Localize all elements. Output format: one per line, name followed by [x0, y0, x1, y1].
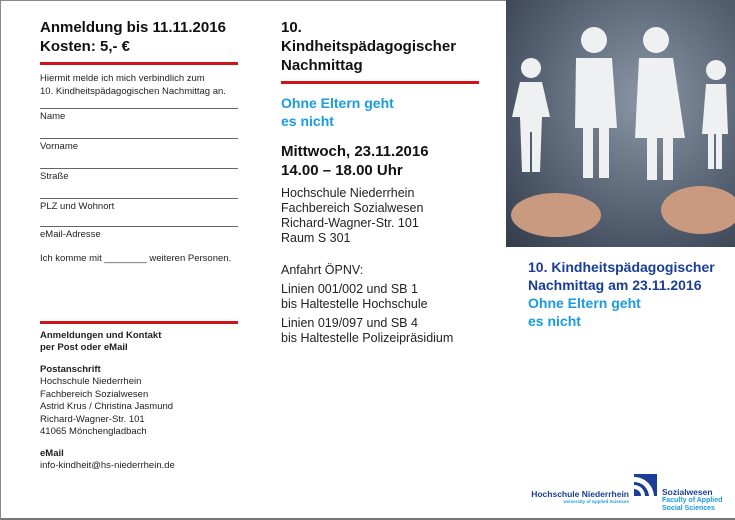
- logo-hochschule: [531, 489, 629, 504]
- firstname-field[interactable]: Vorname: [40, 138, 238, 152]
- transit-line: bis Haltestelle Polizeipräsidium: [281, 331, 454, 345]
- transit-line: bis Haltestelle Hochschule: [281, 297, 428, 311]
- red-divider: [40, 62, 238, 65]
- persons-line: [40, 253, 238, 266]
- address-line: Richard-Wagner-Str. 101: [40, 413, 145, 425]
- event-title-1: 10. Kindheitspädagogischer: [281, 19, 457, 55]
- cover-title-1: 10. Kindheitspädagogischer: [528, 259, 715, 275]
- persons-post: weiteren Personen.: [149, 253, 232, 264]
- email-heading: eMail: [40, 447, 64, 459]
- logo-text: Sozialwesen: [662, 487, 713, 497]
- transit-line: Linien 001/002 und SB 1: [281, 282, 418, 296]
- red-divider: [281, 81, 479, 84]
- transit-line: Linien 019/097 und SB 4: [281, 316, 418, 330]
- post-heading: Postanschrift: [40, 363, 101, 375]
- event-date: Mittwoch, 23.11.2016: [281, 143, 429, 160]
- address-line: 41065 Mönchengladbach: [40, 426, 147, 437]
- registration-column: [40, 18, 238, 473]
- address-line: Astrid Krus / Christina Jasmund: [40, 401, 174, 412]
- subtitle-1: Ohne Eltern geht: [281, 95, 394, 111]
- name-field[interactable]: Name: [40, 108, 238, 122]
- event-time: 14.00 – 18.00 Uhr: [281, 162, 403, 179]
- cost-heading: Kosten: 5,- €: [40, 38, 131, 55]
- transit-heading: Anfahrt ÖPNV:: [281, 263, 364, 277]
- logo-sozialwesen: [662, 487, 734, 513]
- family-figures-icon: [506, 0, 735, 247]
- subtitle-2: es nicht: [281, 113, 334, 129]
- venue-line: Fachbereich Sozialwesen: [281, 201, 424, 215]
- logo-text: Hochschule Niederrhein: [531, 489, 629, 499]
- hs-logo-icon: [634, 474, 657, 496]
- address-line: Hochschule Niederrhein: [40, 376, 142, 387]
- email-link[interactable]: info-kindheit@hs-niederrhein.de: [40, 460, 175, 471]
- venue-line: Richard-Wagner-Str. 101: [281, 216, 419, 230]
- red-divider: [40, 321, 238, 324]
- cover-text: [528, 258, 735, 330]
- persons-pre: Ich komme mit: [40, 253, 102, 264]
- cover-subtitle-2: es nicht: [528, 313, 581, 329]
- persons-blank[interactable]: ________: [104, 253, 147, 264]
- intro-line-2: 10. Kindheitspädagogischen Nachmittag an.: [40, 85, 226, 97]
- family-photo: [506, 0, 735, 247]
- cover-subtitle-1: Ohne Eltern geht: [528, 295, 641, 311]
- contact-heading-1: Anmeldungen und Kontakt: [40, 329, 162, 341]
- contact-heading-2: per Post oder eMail: [40, 342, 128, 353]
- form-fields: [40, 108, 238, 240]
- intro-line-1: Hiermit melde ich mich verbindlich zum: [40, 73, 205, 84]
- email-field[interactable]: eMail-Adresse: [40, 226, 238, 240]
- logo-subtext: Faculty of Applied Social Sciences: [662, 497, 723, 512]
- venue-line: Hochschule Niederrhein: [281, 186, 415, 200]
- venue-line: Raum S 301: [281, 231, 351, 245]
- deadline-heading: Anmeldung bis 11.11.2016: [40, 19, 226, 36]
- street-field[interactable]: Straße: [40, 168, 238, 182]
- logo-subtext: University of Applied Sciences: [563, 499, 629, 504]
- zip-city-field[interactable]: PLZ und Wohnort: [40, 198, 238, 212]
- address-line: Fachbereich Sozialwesen: [40, 388, 149, 400]
- event-title-2: Nachmittag: [281, 57, 363, 74]
- cover-title-2: Nachmittag am 23.11.2016: [528, 277, 702, 293]
- event-column: [281, 18, 479, 346]
